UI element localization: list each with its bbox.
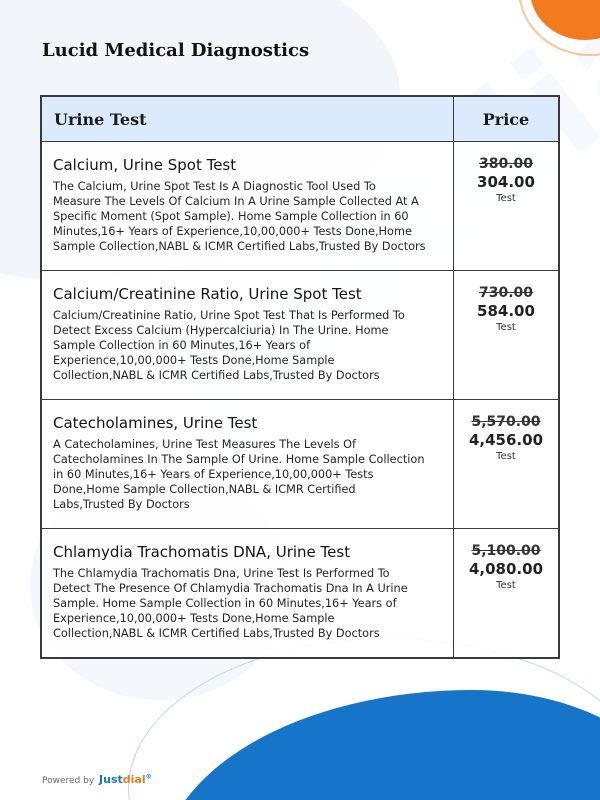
price-unit: Test: [496, 451, 516, 462]
powered-by-label: Powered by: [42, 776, 95, 786]
price-unit: Test: [496, 580, 516, 591]
discounted-price: 4,080.00: [468, 560, 544, 578]
table-row: [41, 400, 559, 529]
test-name: Calcium, Urine Spot Test: [53, 156, 237, 174]
registered-mark: ®: [145, 773, 152, 781]
price-unit: Test: [496, 322, 516, 333]
table-header-row: [41, 96, 559, 142]
column-header-test: Urine Test: [41, 96, 454, 142]
price-table: [40, 95, 560, 659]
test-name: Calcium/Creatinine Ratio, Urine Spot Test: [53, 285, 362, 303]
price-cell: [454, 400, 560, 529]
original-price: 730.00: [478, 285, 534, 301]
discounted-price: 584.00: [477, 302, 535, 320]
table-row: [41, 142, 559, 271]
test-cell: [41, 271, 454, 400]
test-name: Chlamydia Trachomatis DNA, Urine Test: [53, 543, 351, 561]
price-cell: [454, 271, 560, 400]
test-description: The Calcium, Urine Spot Test Is A Diagnostic Tool Used To Measure The Levels Of Calcium In A Urine Sample Collected At A Specific Moment (Spot Sample). Home Sample Collection in 60 Minutes,16+ Years of Experience,10,00,000+ Tests Done,Home Sample Collection,NABL & ICMR Certified Labs,Trusted By Doctors: [53, 180, 426, 253]
test-description: Calcium/Creatinine Ratio, Urine Spot Test That Is Performed To Detect Excess Calcium (Hypercalciuria) In The Urine. Home Sample Collection in 60 Minutes,16+ Years of Experience,10,00,000+ Tests Done,Home Sample Collection,NABL & ICMR Certified Labs,Trusted By Doctors: [53, 309, 405, 382]
original-price: 5,570.00: [471, 414, 541, 430]
page-title: Lucid Medical Diagnostics: [42, 40, 310, 61]
price-cell: [454, 529, 560, 659]
test-cell: [41, 529, 454, 659]
brand-logo[interactable]: [99, 773, 152, 786]
brand-logo-dial: dial: [122, 773, 146, 786]
discounted-price: 4,456.00: [468, 431, 544, 449]
test-cell: [41, 142, 454, 271]
test-description: The Chlamydia Trachomatis Dna, Urine Test Is Performed To Detect The Presence Of Chlamydia Trachomatis Dna In A Urine Sample. Home Sample Collection in 60 Minutes,16+ Years of Experience,10,00,000+ Tests Done,Home Sample Collection,NABL & ICMR Certified Labs,Trusted By Doctors: [53, 567, 408, 640]
original-price: 380.00: [478, 156, 534, 172]
test-name: Catecholamines, Urine Test: [53, 414, 258, 432]
table-row: [41, 271, 559, 400]
test-description: A Catecholamines, Urine Test Measures The Levels Of Catecholamines In The Sample Of Urine. Home Sample Collection in 60 Minutes,16+ Years of Experience,10,00,000+ Tests Done,Home Sample Collection,NABL & ICMR Certified Labs,Trusted By Doctors: [53, 438, 425, 511]
table-row: [41, 529, 559, 659]
test-cell: [41, 400, 454, 529]
powered-by-footer: [42, 773, 152, 786]
brand-logo-just: Just: [99, 773, 123, 786]
column-header-price: Price: [454, 96, 560, 142]
price-cell: [454, 142, 560, 271]
original-price: 5,100.00: [471, 543, 541, 559]
discounted-price: 304.00: [477, 173, 535, 191]
price-unit: Test: [496, 193, 516, 204]
